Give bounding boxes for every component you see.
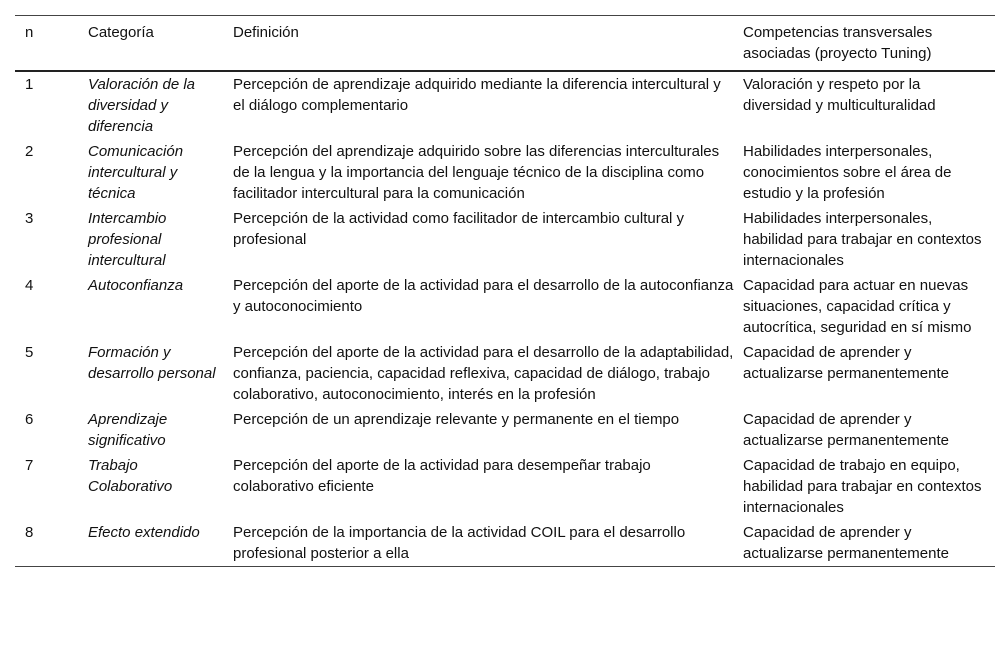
row-competencies xyxy=(743,206,995,273)
table-row xyxy=(15,206,995,273)
row-competencies-text: Habilidades interpersonales, habilidad para trabajar en contextos internacionales xyxy=(743,210,982,269)
table-row xyxy=(15,273,995,340)
categories-table xyxy=(15,15,995,567)
row-competencies xyxy=(743,273,995,340)
row-category xyxy=(88,520,233,567)
header-category-label: Categoría xyxy=(88,24,154,41)
row-definition xyxy=(233,520,743,567)
table-row xyxy=(15,520,995,567)
row-definition xyxy=(233,206,743,273)
row-competencies xyxy=(743,520,995,567)
row-category-text: Autoconfianza xyxy=(88,277,184,294)
row-competencies xyxy=(743,407,995,453)
table-header xyxy=(15,16,995,72)
row-definition xyxy=(233,340,743,407)
row-category xyxy=(88,453,233,520)
header-category xyxy=(88,16,233,72)
header-row xyxy=(15,16,995,72)
row-number: 1 xyxy=(25,76,34,93)
row-competencies xyxy=(743,139,995,206)
header-competencies-label: Competencias transversales asociadas (proyecto Tuning) xyxy=(743,24,933,62)
row-definition xyxy=(233,273,743,340)
categories-table-container xyxy=(15,15,985,567)
row-competencies-text: Valoración y respeto por la diversidad y multiculturalidad xyxy=(743,76,936,114)
row-number: 5 xyxy=(25,344,34,361)
header-definition-label: Definición xyxy=(233,24,299,41)
row-category-text: Valoración de la diversidad y diferencia xyxy=(88,76,196,135)
row-definition-text: Percepción de la importancia de la actividad COIL para el desarrollo profesional posterior a ella xyxy=(233,524,686,562)
table-row xyxy=(15,139,995,206)
row-category xyxy=(88,139,233,206)
row-number: 2 xyxy=(25,143,34,160)
row-number: 4 xyxy=(25,277,34,294)
row-number: 3 xyxy=(25,210,34,227)
row-category xyxy=(88,273,233,340)
row-number: 8 xyxy=(25,524,34,541)
row-category-text: Trabajo Colaborativo xyxy=(88,457,173,495)
row-category-text: Efecto extendido xyxy=(88,524,200,541)
row-definition xyxy=(233,407,743,453)
row-definition-text: Percepción de la actividad como facilitador de intercambio cultural y profesional xyxy=(233,210,685,248)
row-competencies-text: Capacidad de aprender y actualizarse permanentemente xyxy=(743,524,949,562)
row-competencies-text: Capacidad de aprender y actualizarse permanentemente xyxy=(743,411,949,449)
row-category xyxy=(88,206,233,273)
header-n: n xyxy=(25,24,34,41)
row-category xyxy=(88,340,233,407)
row-category-text: Intercambio profesional intercultural xyxy=(88,210,167,269)
row-definition-text: Percepción del aprendizaje adquirido sobre las diferencias interculturales de la lengua y la importancia del lenguaje técnico de la disciplina como facilitador intercultural para la comunicación xyxy=(233,143,720,202)
row-competencies xyxy=(743,340,995,407)
row-definition-text: Percepción del aporte de la actividad para el desarrollo de la adaptabilidad, confianza, paciencia, capacidad reflexiva, capacidad de diálogo, trabajo colaborativo, autoconocimiento, interés en la profesión xyxy=(233,344,734,403)
row-number: 6 xyxy=(25,411,34,428)
table-row xyxy=(15,71,995,139)
row-category-text: Comunicación intercultural y técnica xyxy=(88,143,184,202)
row-definition-text: Percepción de aprendizaje adquirido mediante la diferencia intercultural y el diálogo complementario xyxy=(233,76,721,114)
row-competencies-text: Capacidad de trabajo en equipo, habilidad para trabajar en contextos internacionales xyxy=(743,457,982,516)
row-category xyxy=(88,71,233,139)
row-category-text: Aprendizaje significativo xyxy=(88,411,168,449)
header-competencies xyxy=(743,16,995,72)
row-competencies xyxy=(743,71,995,139)
table-row xyxy=(15,407,995,453)
row-definition-text: Percepción del aporte de la actividad para el desarrollo de la autoconfianza y autoconocimiento xyxy=(233,277,734,315)
row-category-text: Formación y desarrollo personal xyxy=(88,344,216,382)
row-definition-text: Percepción del aporte de la actividad para desempeñar trabajo colaborativo eficiente xyxy=(233,457,651,495)
row-competencies-text: Capacidad para actuar en nuevas situaciones, capacidad crítica y autocrítica, seguridad en sí mismo xyxy=(743,277,972,336)
row-category xyxy=(88,407,233,453)
header-definition xyxy=(233,16,743,72)
row-definition-text: Percepción de un aprendizaje relevante y permanente en el tiempo xyxy=(233,411,680,428)
row-definition xyxy=(233,139,743,206)
row-competencies-text: Habilidades interpersonales, conocimientos sobre el área de estudio y la profesión xyxy=(743,143,952,202)
row-competencies-text: Capacidad de aprender y actualizarse permanentemente xyxy=(743,344,949,382)
row-competencies xyxy=(743,453,995,520)
row-definition xyxy=(233,71,743,139)
table-row xyxy=(15,340,995,407)
row-number: 7 xyxy=(25,457,34,474)
table-row xyxy=(15,453,995,520)
table-body xyxy=(15,71,995,567)
row-definition xyxy=(233,453,743,520)
